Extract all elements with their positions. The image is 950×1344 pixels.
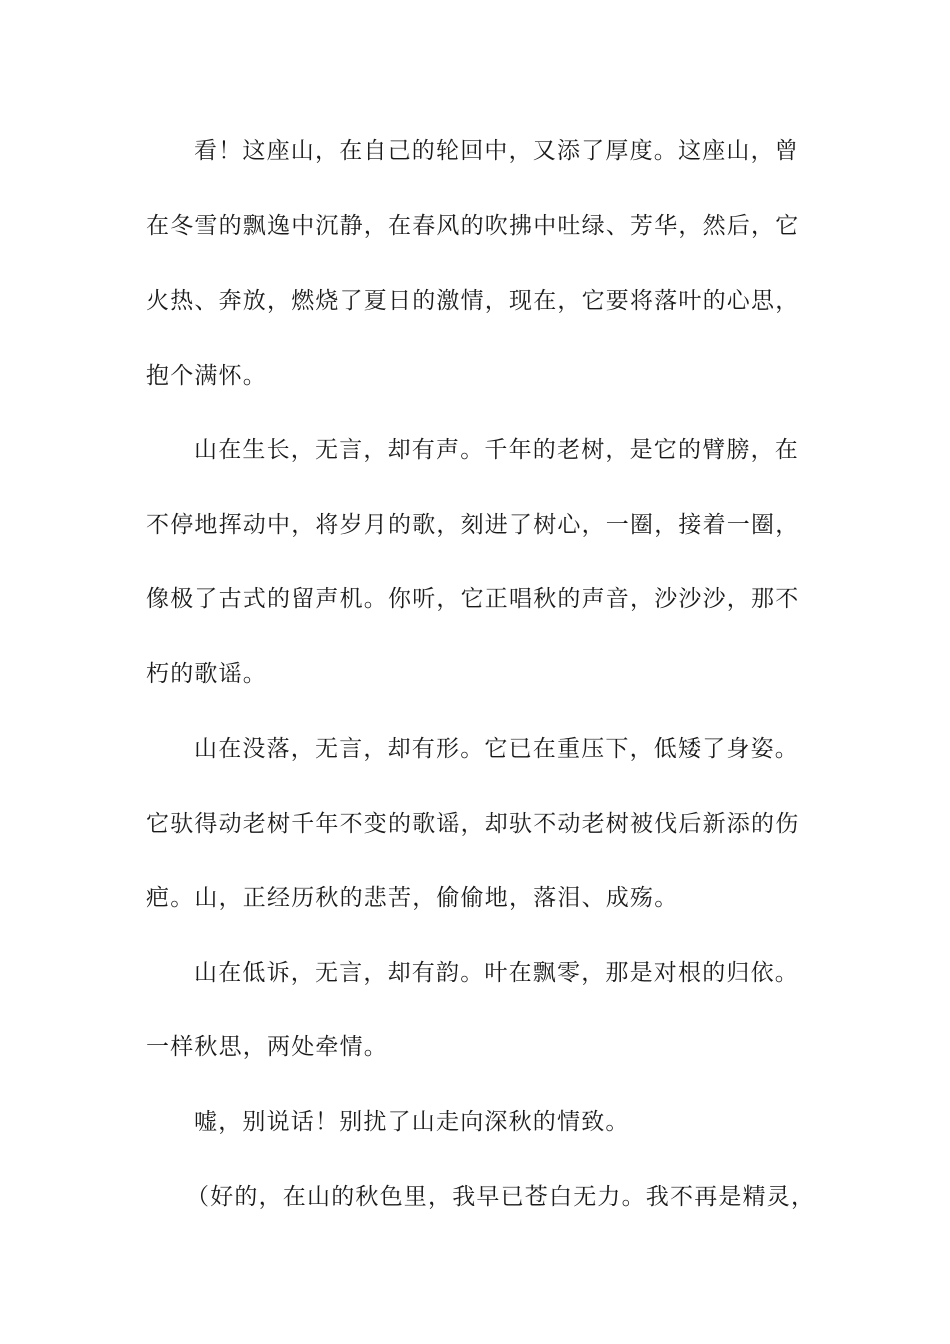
paragraph-1-line-2: 在冬雪的飘逸中沉静，在春风的吹拂中吐绿、芳华，然后，它 [146, 213, 800, 239]
paragraph-1-line-3: 火热、奔放，燃烧了夏日的激情，现在，它要将落叶的心思， [146, 288, 800, 314]
paragraph-4-line-1: 山在低诉，无言，却有韵。叶在飘零，那是对根的归依。 [194, 960, 799, 986]
paragraph-1-line-4: 抱个满怀。 [146, 363, 267, 389]
paragraph-4-line-2: 一样秋思，两处牵情。 [146, 1034, 388, 1060]
paragraph-1-line-1: 看！这座山，在自己的轮回中，又添了厚度。这座山，曾 [194, 138, 799, 164]
paragraph-2-line-4: 朽的歌谣。 [146, 661, 267, 687]
paragraph-2-line-3: 像极了古式的留声机。你听，它正唱秋的声音，沙沙沙，那不 [146, 586, 800, 612]
paragraph-3-line-3: 疤。山，正经历秋的悲苦，偷偷地，落泪、成殇。 [146, 885, 679, 911]
paragraph-5-line-1: 嘘，别说话！别扰了山走向深秋的情致。 [194, 1109, 630, 1135]
paragraph-3-line-1: 山在没落，无言，却有形。它已在重压下，低矮了身姿。 [194, 736, 799, 762]
paragraph-2-line-2: 不停地挥动中，将岁月的歌，刻进了树心，一圈，接着一圈， [146, 512, 800, 538]
paragraph-3-line-2: 它驮得动老树千年不变的歌谣，却驮不动老树被伐后新添的伤 [146, 811, 800, 837]
paragraph-6-line-1: （好的，在山的秋色里，我早已苍白无力。我不再是精灵， [186, 1184, 816, 1210]
paragraph-2-line-1: 山在生长，无言，却有声。千年的老树，是它的臂膀，在 [194, 437, 799, 463]
